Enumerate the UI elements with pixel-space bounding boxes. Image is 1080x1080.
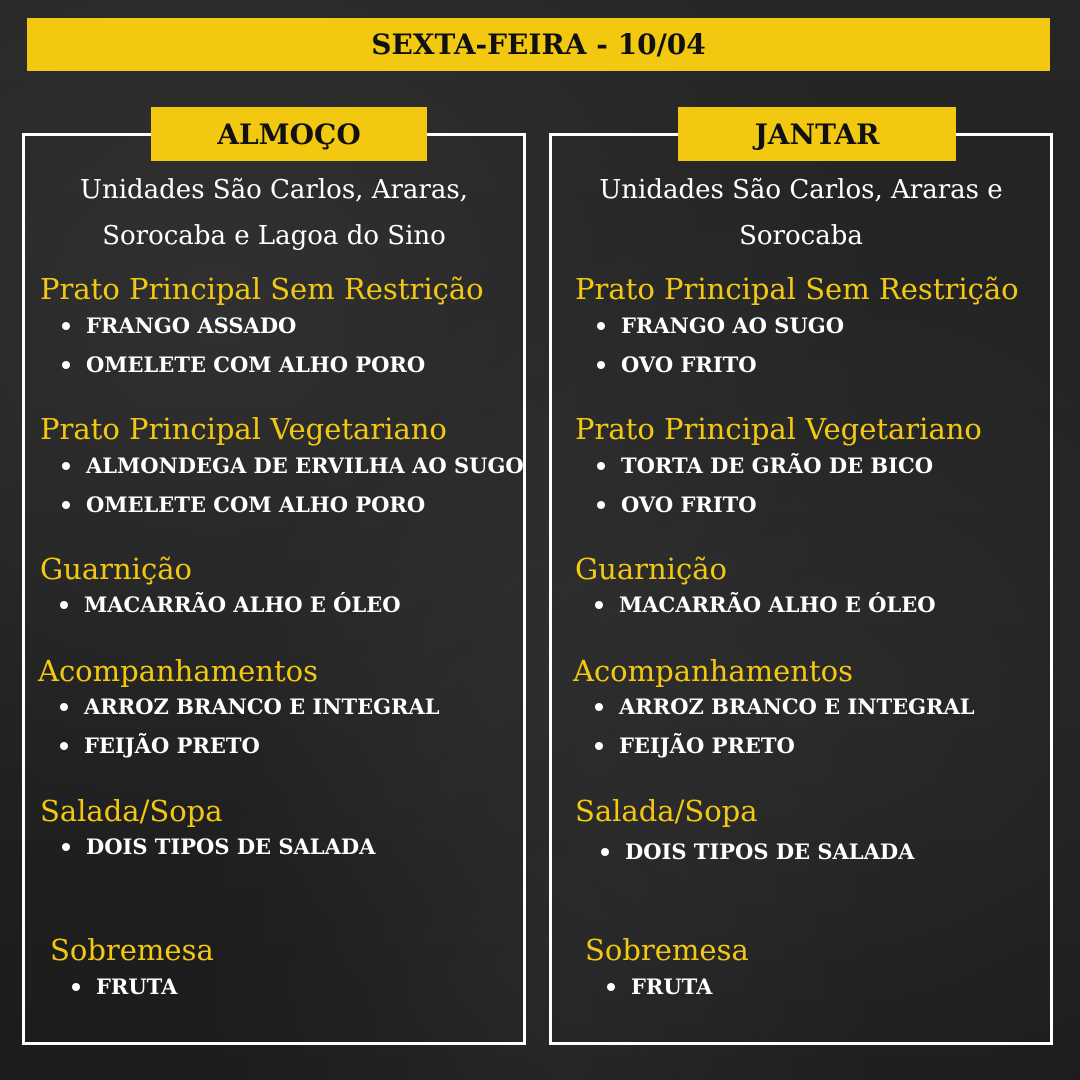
jantar-sobremesa-list	[603, 973, 712, 1012]
list-item: MACARRÃO ALHO E ÓLEO	[591, 591, 936, 630]
almoco-guarnicao-list	[56, 591, 401, 630]
almoco-title: ALMOÇO	[151, 107, 427, 161]
jantar-panel	[549, 117, 1053, 1045]
list-item: FEIJÃO PRETO	[591, 732, 975, 771]
list-item: ALMONDEGA DE ERVILHA AO SUGO	[58, 452, 524, 491]
almoco-principal-list	[58, 312, 425, 390]
jantar-title: JANTAR	[678, 107, 956, 161]
almoco-salada-list	[58, 833, 375, 872]
list-item: FRANGO AO SUGO	[593, 312, 844, 351]
list-item: FEIJÃO PRETO	[56, 732, 440, 771]
almoco-sobremesa-list	[68, 973, 177, 1012]
jantar-vegetariano-list	[593, 452, 933, 530]
almoco-sobremesa-title: Sobremesa	[50, 933, 214, 967]
list-item: OVO FRITO	[593, 351, 844, 390]
list-item: TORTA DE GRÃO DE BICO	[593, 452, 933, 491]
list-item: OMELETE COM ALHO PORO	[58, 351, 425, 390]
list-item: FRUTA	[603, 973, 712, 1012]
list-item: FRANGO ASSADO	[58, 312, 425, 351]
jantar-salada-list	[597, 838, 914, 877]
almoco-vegetariano-title: Prato Principal Vegetariano	[40, 412, 447, 446]
list-item: MACARRÃO ALHO E ÓLEO	[56, 591, 401, 630]
almoco-units	[25, 167, 523, 259]
list-item: FRUTA	[68, 973, 177, 1012]
jantar-acompanhamentos-list	[591, 693, 975, 771]
almoco-units-line-2: Sorocaba e Lagoa do Sino	[102, 221, 446, 251]
list-item: OVO FRITO	[593, 491, 933, 530]
jantar-guarnicao-list	[591, 591, 936, 630]
list-item: ARROZ BRANCO E INTEGRAL	[591, 693, 975, 732]
jantar-vegetariano-title: Prato Principal Vegetariano	[575, 412, 982, 446]
almoco-guarnicao-title: Guarnição	[40, 552, 192, 586]
almoco-panel	[22, 117, 526, 1045]
list-item: DOIS TIPOS DE SALADA	[58, 833, 375, 872]
jantar-acompanhamentos-title: Acompanhamentos	[573, 654, 853, 688]
almoco-units-line-1: Unidades São Carlos, Araras,	[80, 175, 468, 205]
list-item: OMELETE COM ALHO PORO	[58, 491, 524, 530]
almoco-vegetariano-list	[58, 452, 524, 530]
jantar-salada-title: Salada/Sopa	[575, 794, 758, 828]
almoco-salada-title: Salada/Sopa	[40, 794, 223, 828]
jantar-units	[552, 167, 1050, 259]
jantar-units-line-2: Sorocaba	[739, 221, 863, 251]
jantar-principal-list	[593, 312, 844, 390]
jantar-guarnicao-title: Guarnição	[575, 552, 727, 586]
jantar-units-line-1: Unidades São Carlos, Araras e	[599, 175, 1003, 205]
almoco-acompanhamentos-title: Acompanhamentos	[38, 654, 318, 688]
day-title: SEXTA-FEIRA - 10/04	[371, 28, 706, 61]
day-banner	[27, 18, 1050, 71]
jantar-principal-title: Prato Principal Sem Restrição	[575, 272, 1019, 306]
almoco-acompanhamentos-list	[56, 693, 440, 771]
jantar-sobremesa-title: Sobremesa	[585, 933, 749, 967]
almoco-principal-title: Prato Principal Sem Restrição	[40, 272, 484, 306]
list-item: DOIS TIPOS DE SALADA	[597, 838, 914, 877]
list-item: ARROZ BRANCO E INTEGRAL	[56, 693, 440, 732]
